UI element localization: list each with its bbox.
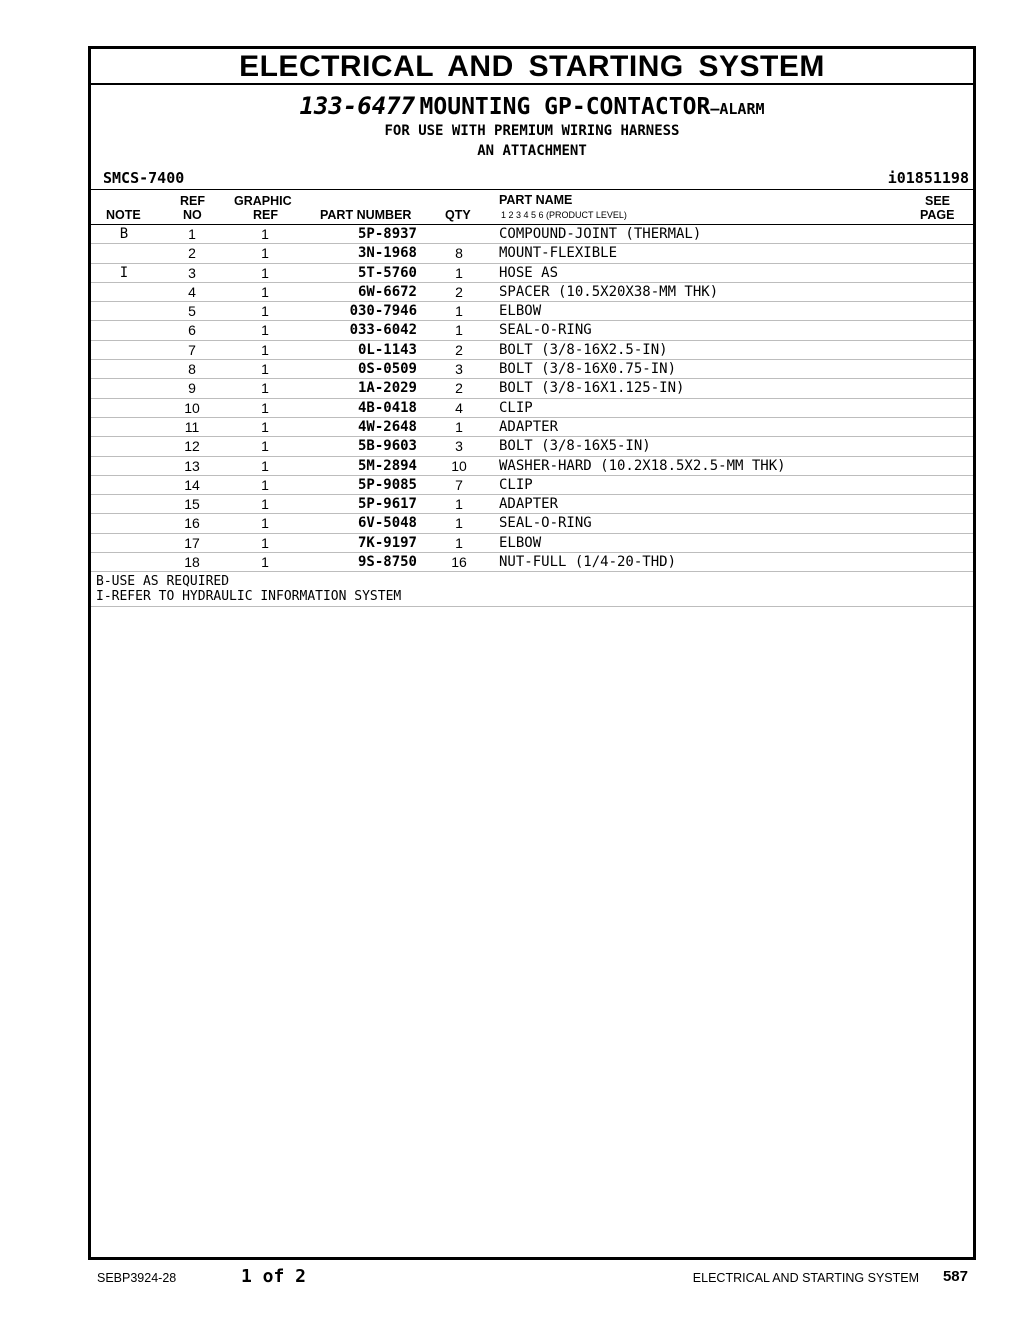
table-row: [91, 283, 973, 302]
part-graphic-ref: 1: [261, 457, 269, 474]
part-ref-no: 8: [188, 361, 196, 378]
part-ref-no: 15: [184, 496, 200, 513]
footer-doc-id: SEBP3924-28: [97, 1271, 177, 1285]
table-row: [91, 264, 973, 283]
illustration-id: i01851198: [887, 169, 969, 187]
part-graphic-ref: 1: [261, 380, 269, 397]
notes-list: [91, 572, 973, 607]
header-graphic-top: GRAPHIC: [234, 194, 292, 208]
header-ref-bottom: NO: [183, 208, 202, 222]
part-ref-no: 17: [184, 534, 200, 551]
part-name: WASHER-HARD (10.2X18.5X2.5-MM THK): [499, 457, 786, 474]
note-b: B-USE AS REQUIRED: [96, 574, 230, 590]
part-ref-no: 13: [184, 457, 200, 474]
table-row: [91, 457, 973, 476]
part-qty: 1: [455, 322, 463, 339]
part-qty: 16: [451, 554, 467, 571]
group-name: MOUNTING GP-CONTACTOR: [419, 94, 711, 120]
header-ref-top: REF: [180, 194, 205, 208]
part-note: I: [119, 264, 129, 281]
part-graphic-ref: 1: [261, 515, 269, 532]
part-number: 5P-8937: [357, 226, 417, 242]
part-graphic-ref: 1: [261, 245, 269, 262]
part-qty: 1: [455, 303, 463, 320]
part-graphic-ref: 1: [261, 341, 269, 358]
part-graphic-ref: 1: [261, 418, 269, 435]
column-header: [91, 190, 973, 225]
part-number: 4W-2648: [357, 418, 417, 435]
header-note: NOTE: [106, 208, 141, 222]
table-row: [91, 225, 973, 244]
table-row: [91, 244, 973, 263]
part-graphic-ref: 1: [261, 283, 269, 300]
part-ref-no: 16: [184, 515, 200, 532]
part-name: SEAL-O-RING: [499, 322, 592, 339]
table-row: [91, 341, 973, 360]
part-qty: 1: [455, 418, 463, 435]
table-row: [91, 360, 973, 379]
part-number: 033-6042: [349, 322, 417, 339]
part-name: MOUNT-FLEXIBLE: [499, 245, 618, 262]
part-qty: 7: [455, 476, 463, 493]
part-number: 5B-9603: [357, 438, 417, 455]
part-graphic-ref: 1: [261, 399, 269, 416]
page-footer: [0, 1268, 1020, 1288]
part-name: BOLT (3/8-16X2.5-IN): [499, 341, 668, 358]
part-ref-no: 6: [188, 322, 196, 339]
part-name: NUT-FULL (1/4-20-THD): [499, 554, 677, 571]
part-number: 5T-5760: [357, 264, 417, 281]
header-qty: QTY: [445, 208, 471, 222]
footer-page-of: 1 of 2: [241, 1266, 307, 1287]
part-number: 9S-8750: [357, 554, 417, 571]
table-row: [91, 418, 973, 437]
group-subtitle-1: FOR USE WITH PREMIUM WIRING HARNESS: [384, 123, 680, 139]
part-qty: 1: [455, 264, 463, 281]
part-qty: 2: [455, 380, 463, 397]
part-qty: 1: [455, 534, 463, 551]
table-row: [91, 302, 973, 321]
part-ref-no: 14: [184, 476, 200, 493]
group-number: 133-6477: [299, 92, 416, 120]
table-row: [91, 321, 973, 340]
table-row: [91, 514, 973, 533]
page-frame: [88, 46, 976, 1260]
part-qty: 1: [455, 496, 463, 513]
part-ref-no: 5: [188, 303, 196, 320]
smcs-code: SMCS-7400: [103, 169, 185, 187]
part-qty: 10: [451, 457, 467, 474]
header-part-number: PART NUMBER: [320, 208, 412, 222]
part-name: BOLT (3/8-16X5-IN): [499, 438, 651, 455]
table-row: [91, 399, 973, 418]
part-number: 6V-5048: [357, 515, 417, 532]
part-number: 5P-9617: [357, 496, 417, 513]
part-graphic-ref: 1: [261, 303, 269, 320]
part-name: SEAL-O-RING: [499, 515, 592, 532]
table-row: [91, 437, 973, 456]
part-graphic-ref: 1: [261, 554, 269, 571]
part-graphic-ref: 1: [261, 226, 269, 242]
part-qty: 4: [455, 399, 463, 416]
part-number: 6W-6672: [357, 283, 417, 300]
part-graphic-ref: 1: [261, 438, 269, 455]
part-name: CLIP: [499, 399, 533, 416]
part-number: 0L-1143: [357, 341, 417, 358]
table-row: [91, 476, 973, 495]
part-qty: 1: [455, 515, 463, 532]
part-number: 5M-2894: [357, 457, 417, 474]
parts-list: [91, 225, 973, 572]
part-name: ADAPTER: [499, 496, 559, 513]
part-ref-no: 18: [184, 554, 200, 571]
group-suffix: —ALARM: [710, 100, 765, 118]
part-qty: 3: [455, 438, 463, 455]
part-graphic-ref: 1: [261, 476, 269, 493]
part-graphic-ref: 1: [261, 361, 269, 378]
part-number: 030-7946: [349, 303, 417, 320]
part-ref-no: 2: [188, 245, 196, 262]
part-number: 1A-2029: [357, 380, 417, 397]
group-subtitle-2: AN ATTACHMENT: [477, 143, 587, 159]
part-ref-no: 4: [188, 283, 196, 300]
part-ref-no: 11: [184, 418, 200, 435]
part-name: HOSE AS: [499, 264, 559, 281]
header-see-bottom: PAGE: [920, 208, 955, 222]
header-part-name: PART NAME: [499, 193, 573, 207]
part-number: 4B-0418: [357, 399, 417, 416]
table-row: [91, 495, 973, 514]
part-number: 5P-9085: [357, 476, 417, 493]
note-i: I-REFER TO HYDRAULIC INFORMATION SYSTEM: [96, 589, 402, 605]
part-ref-no: 9: [188, 380, 196, 397]
part-qty: 2: [455, 283, 463, 300]
part-ref-no: 10: [184, 399, 200, 416]
header-product-levels: 1 2 3 4 5 6 (PRODUCT LEVEL): [501, 210, 627, 220]
part-name: ELBOW: [499, 534, 542, 551]
part-graphic-ref: 1: [261, 264, 269, 281]
part-qty: 2: [455, 341, 463, 358]
part-name: ADAPTER: [499, 418, 559, 435]
table-row: [91, 534, 973, 553]
part-ref-no: 3: [188, 264, 196, 281]
footer-page-number: 587: [942, 1268, 968, 1285]
part-number: 0S-0509: [357, 361, 417, 378]
group-title: [91, 91, 973, 121]
part-number: 7K-9197: [357, 534, 417, 551]
header-see-top: SEE: [925, 194, 951, 208]
header-graphic-bottom: REF: [253, 208, 278, 222]
meta-row: [91, 165, 973, 190]
part-graphic-ref: 1: [261, 534, 269, 551]
part-name: CLIP: [499, 476, 533, 493]
part-name: BOLT (3/8-16X1.125-IN): [499, 380, 685, 397]
section-title: ELECTRICAL AND STARTING SYSTEM: [91, 49, 973, 85]
part-name: COMPOUND-JOINT (THERMAL): [499, 226, 702, 242]
part-ref-no: 7: [188, 341, 196, 358]
footer-section: ELECTRICAL AND STARTING SYSTEM: [692, 1271, 919, 1285]
part-ref-no: 12: [184, 438, 200, 455]
table-row: [91, 379, 973, 398]
part-name: SPACER (10.5X20X38-MM THK): [499, 283, 719, 300]
part-qty: 3: [455, 361, 463, 378]
part-number: 3N-1968: [357, 245, 417, 262]
part-note: B: [119, 226, 129, 242]
part-graphic-ref: 1: [261, 496, 269, 513]
table-row: [91, 553, 973, 572]
part-qty: 8: [455, 245, 463, 262]
part-name: BOLT (3/8-16X0.75-IN): [499, 361, 677, 378]
part-ref-no: 1: [188, 226, 196, 242]
part-graphic-ref: 1: [261, 322, 269, 339]
part-name: ELBOW: [499, 303, 542, 320]
